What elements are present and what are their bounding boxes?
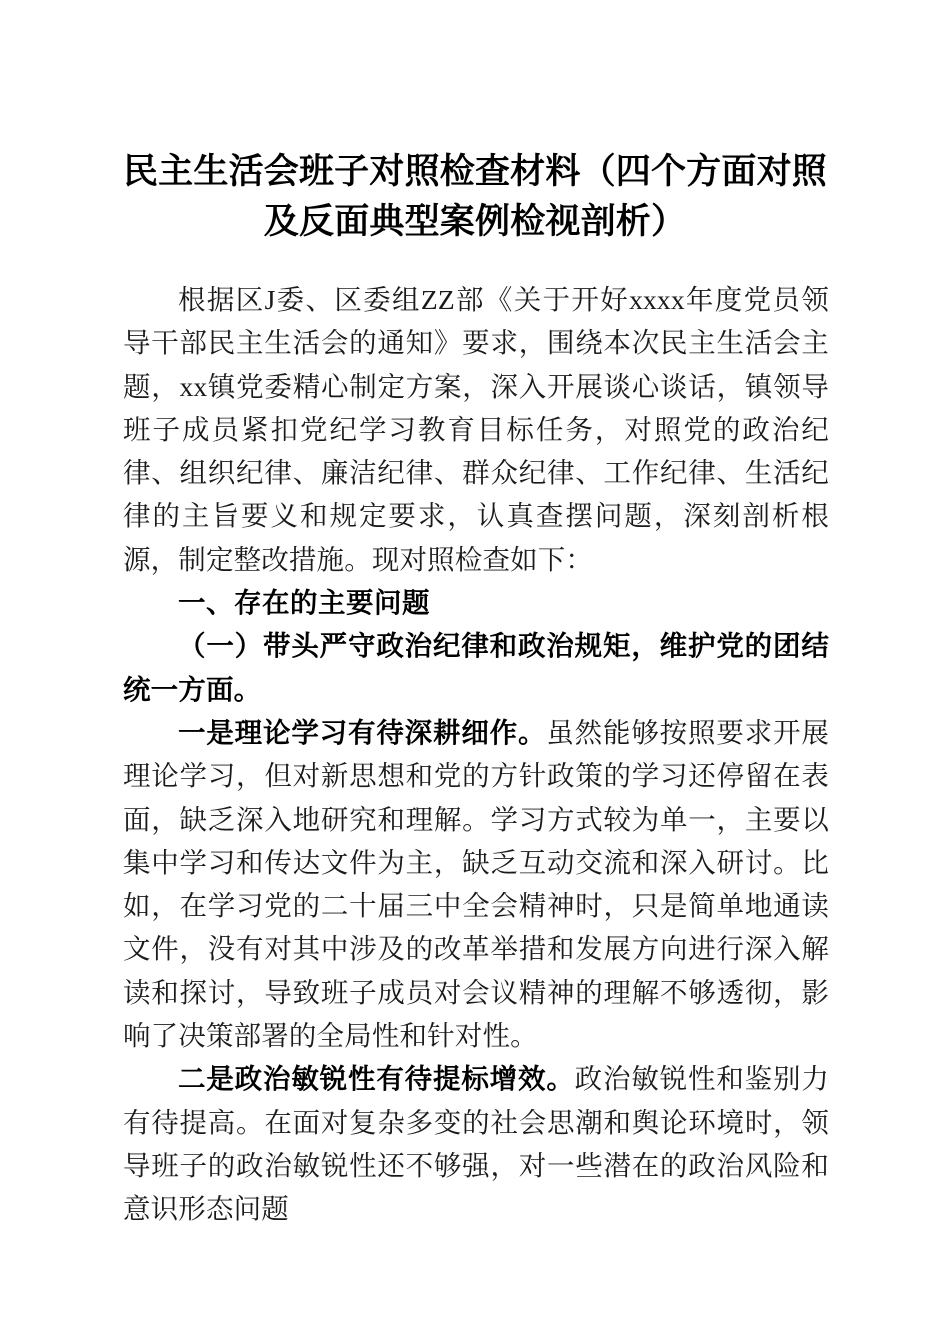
problem-item-1-lead: 一是理论学习有待深耕细作。 [178, 716, 547, 748]
problem-item-1 [123, 711, 829, 1057]
problem-item-2-body: 政治敏锐性和鉴别力有待提高。在面对复杂多变的社会思潮和舆论环境时，领导班子的政治敏锐性还不够强，对一些潜在的政治风险和意识形态问题 [123, 1063, 829, 1225]
section-heading-existing-problems: 一、存在的主要问题 [178, 587, 430, 619]
page-title-line-1: 民主生活会班子对照检查材料（四个方面对照 [122, 152, 827, 192]
problem-item-2-lead: 二是政治敏锐性有待提标增效。 [178, 1063, 575, 1095]
problem-item-1-body: 虽然能够按照要求开展理论学习，但对新思想和党的方针政策的学习还停留在表面，缺乏深入地研究和理解。学习方式较为单一，主要以集中学习和传达文件为主，缺乏互动交流和深入研讨。比如，在学习党的二十届三中全会精神时，只是简单地通读文件，没有对其中涉及的改革举措和发展方向进行深入解读和探讨，导致班子成员对会议精神的理解不够透彻，影响了决策部署的全局性和针对性。 [123, 716, 829, 1052]
page-title [112, 147, 838, 247]
problem-item-2 [123, 1057, 829, 1230]
page-title-line-2: 及反面典型案例检视剖析） [263, 202, 687, 242]
document-body [123, 278, 829, 1231]
subsection-heading-political-discipline: （一）带头严守政治纪律和政治规矩，维护党的团结统一方面。 [123, 630, 829, 705]
intro-paragraph: 根据区J委、区委组ZZ部《关于开好xxxx年度党员领导干部民主生活会的通知》要求，围绕本次民主生活会主题，xx镇党委精心制定方案，深入开展谈心谈话，镇领导班子成员紧扣党纪学习教育目标任务，对照党的政治纪律、组织纪律、廉洁纪律、群众纪律、工作纪律、生活纪律的主旨要义和规定要求，认真查摆问题，深刻剖析根源，制定整改措施。现对照检查如下： [123, 284, 829, 575]
